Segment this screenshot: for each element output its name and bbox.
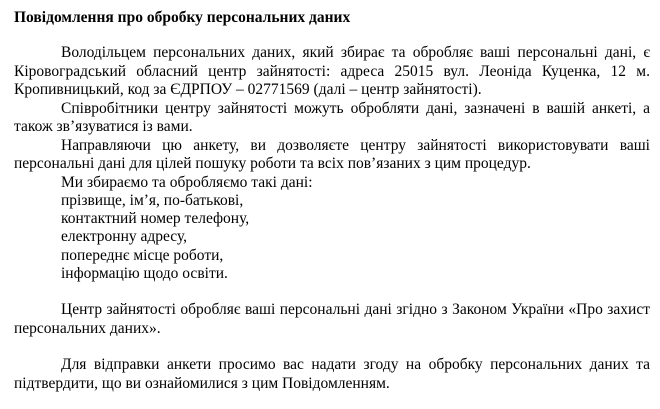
list-item: контактний номер телефону, [61, 210, 250, 228]
list-item: попереднє місце роботи, [61, 246, 224, 264]
paragraph-legal-basis: Центр зайнятості обробляє ваші персональні дані згідно з Законом України «Про захист персональних даних». [14, 301, 650, 337]
document-title: Повідомлення про обробку персональних даних [14, 9, 351, 26]
document-body [14, 9, 650, 393]
list-item: прізвище, ім’я, по-батькові, [61, 192, 244, 209]
paragraph-collected-data-intro: Ми збираємо та обробляємо такі дані: [61, 173, 313, 191]
paragraph-consent-request: Для відправки анкети просимо вас надати згоду на обробку персональних даних та підтвердити, що ви ознайомилися з цим Повідомленням. [14, 356, 650, 392]
list-item: інформацію щодо освіти. [61, 264, 228, 282]
spacer [14, 27, 650, 44]
paragraph-staff-processing: Співробітники центру зайнятості можуть обробляти дані, зазначені в вашій анкеті, а також зв’язуватися із вами. [14, 99, 650, 135]
collected-data-list [14, 192, 650, 283]
paragraph-data-controller: Володільцем персональних даних, який збирає та обробляє ваші персональні дані, є Кіровоградський обласний центр зайнятості: адреса 25015 вул. Леоніда Куценка, 12 м. Кропивницький, код за ЄДРПОУ – 02771569 (далі – центр зайнятості). [14, 44, 650, 98]
list-item: електронну адресу, [61, 228, 188, 246]
paragraph-consent-usage: Направляючи цю анкету, ви дозволяєте центру зайнятості використовувати ваші персональні дані для цілей пошуку роботи та всіх пов’язаних з цим процедур. [14, 136, 650, 172]
spacer [14, 338, 650, 356]
spacer [14, 283, 650, 301]
